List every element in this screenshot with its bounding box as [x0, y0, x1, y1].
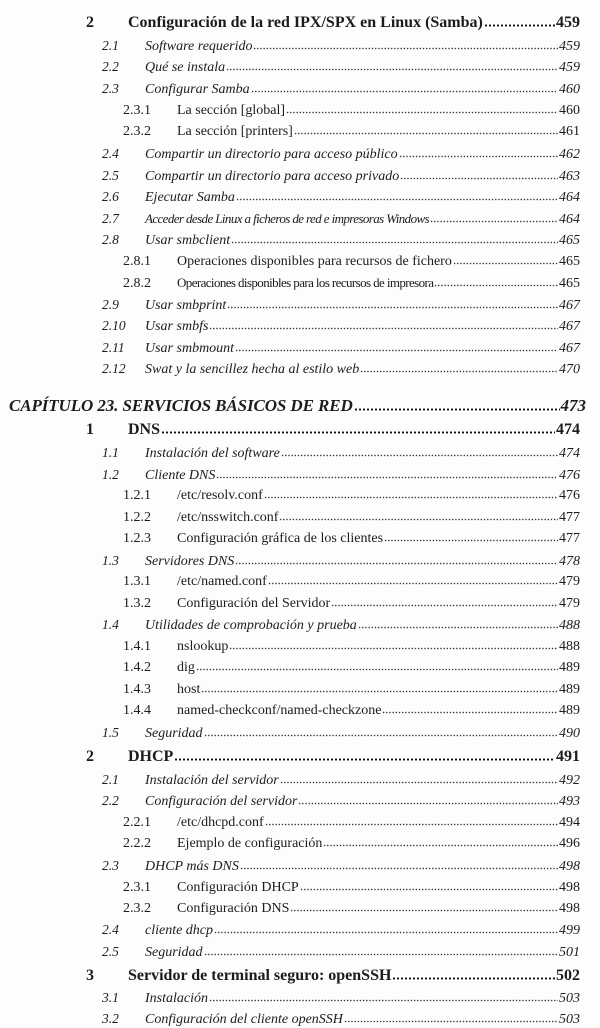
toc-entry[interactable] — [0, 748, 600, 766]
entry-number: 2.2 — [102, 59, 119, 74]
toc-entry[interactable] — [0, 467, 600, 484]
entry-number: 2.1 — [102, 38, 119, 53]
entry-number: 2.3.2 — [123, 901, 151, 916]
page-number: 490 — [559, 726, 580, 741]
dot-leader — [251, 90, 558, 93]
toc-entry[interactable] — [0, 725, 600, 742]
entry-number: 1.3 — [102, 553, 119, 568]
toc-entry[interactable] — [0, 793, 600, 810]
entry-title: /etc/nsswitch.conf — [177, 510, 279, 525]
toc-entry[interactable] — [0, 639, 600, 655]
entry-number: 2.3 — [102, 858, 119, 873]
entry-number: 2.3.1 — [123, 103, 151, 118]
toc-entry[interactable] — [0, 189, 600, 206]
entry-title: Compartir un directorio para acceso privado — [145, 169, 400, 184]
entry-number: 2.7 — [102, 211, 119, 226]
dot-leader — [399, 155, 558, 158]
entry-title: Instalación — [145, 991, 208, 1006]
entry-number: 1.4.4 — [123, 703, 151, 718]
dot-leader — [323, 844, 558, 847]
dot-leader — [298, 802, 558, 805]
entry-number: 2.4 — [102, 922, 119, 937]
dot-leader — [268, 582, 558, 585]
page-number: 459 — [556, 14, 580, 31]
dot-leader — [360, 370, 558, 373]
entry-title: dig — [177, 660, 195, 675]
dot-leader — [226, 68, 558, 71]
page-number: 462 — [559, 147, 580, 162]
entry-title: DNS — [128, 421, 161, 438]
page-number: 498 — [559, 901, 580, 916]
entry-number: 1.2.1 — [123, 488, 151, 503]
toc-entry[interactable] — [0, 596, 600, 612]
entry-number: 1.1 — [102, 445, 119, 460]
toc-entry[interactable] — [0, 318, 600, 335]
toc-entry[interactable] — [0, 488, 600, 504]
dot-leader — [236, 198, 558, 201]
dot-leader — [227, 306, 558, 309]
entry-title: Servidores DNS — [145, 554, 235, 569]
dot-leader — [280, 781, 558, 784]
page-number: 494 — [559, 815, 580, 830]
entry-title: /etc/named.conf — [177, 574, 267, 589]
page-number: 460 — [559, 82, 580, 97]
entry-number: 2.8.1 — [123, 254, 151, 269]
page-number: 464 — [559, 212, 580, 227]
page-number: 491 — [556, 748, 580, 765]
dot-leader — [290, 909, 558, 912]
page-number: 470 — [559, 362, 580, 377]
entry-title: Qué se instala — [145, 60, 226, 75]
page-number: 459 — [559, 60, 580, 75]
page-number: 501 — [559, 945, 580, 960]
entry-title: La sección [global] — [177, 103, 286, 118]
entry-title: Seguridad — [145, 726, 203, 741]
toc-entry[interactable] — [0, 168, 600, 185]
entry-number: 1.2.2 — [123, 510, 151, 525]
entry-title: DHCP — [128, 748, 174, 765]
page-number: 502 — [556, 967, 580, 984]
entry-number: 2.1 — [102, 772, 119, 787]
page-number: 465 — [559, 233, 580, 248]
page-number: 492 — [559, 773, 580, 788]
toc-entry[interactable] — [0, 772, 600, 789]
entry-title: nslookup — [177, 639, 229, 654]
toc-entry[interactable] — [0, 574, 600, 590]
entry-title: Instalación del software — [145, 446, 280, 461]
dot-leader — [344, 1020, 558, 1023]
entry-number: 2.3.1 — [123, 880, 151, 895]
toc-entry[interactable] — [0, 103, 600, 119]
entry-number: 2 — [86, 748, 94, 765]
page-number: 464 — [559, 190, 580, 205]
toc-entry[interactable] — [0, 59, 600, 76]
entry-title: Usar smbprint — [145, 298, 227, 313]
dot-leader — [358, 626, 558, 629]
toc-entry[interactable] — [0, 901, 600, 917]
entry-title: Configuración del cliente openSSH — [145, 1012, 343, 1027]
entry-title: Configuración DNS — [177, 901, 290, 916]
dot-leader — [240, 867, 558, 870]
page-number: 465 — [559, 276, 580, 291]
entry-number: 1.2 — [102, 467, 119, 482]
entry-title: Ejemplo de configuración — [177, 836, 323, 851]
entry-number: 2.5 — [102, 168, 119, 183]
entry-title: DHCP más DNS — [145, 859, 239, 874]
toc-entry[interactable] — [0, 944, 600, 961]
page-number: 488 — [559, 639, 580, 654]
entry-number: 1.5 — [102, 725, 119, 740]
chapter-heading[interactable] — [0, 396, 600, 416]
toc-entry[interactable] — [0, 361, 600, 378]
dot-leader — [204, 953, 558, 956]
entry-number: 1.2.3 — [123, 531, 151, 546]
page-number: 496 — [559, 836, 580, 851]
entry-number: 2.3 — [102, 81, 119, 96]
toc-entry[interactable] — [0, 682, 600, 698]
toc-entry[interactable] — [0, 880, 600, 896]
page-number: 476 — [559, 468, 580, 483]
entry-title: Configuración de la red IPX/SPX en Linux (Samba) — [128, 14, 483, 31]
entry-number: 1 — [86, 421, 94, 438]
entry-title: Configuración del Servidor — [177, 596, 331, 611]
dot-leader — [430, 220, 558, 223]
entry-title: Configuración gráfica de los clientes — [177, 531, 384, 546]
entry-title: Ejecutar Samba — [145, 190, 235, 205]
page-number: 488 — [559, 618, 580, 633]
page-number: 459 — [559, 39, 580, 54]
toc-entry[interactable] — [0, 531, 600, 547]
entry-number: 1.4.3 — [123, 682, 151, 697]
toc-entry[interactable] — [0, 990, 600, 1007]
dot-leader — [382, 711, 558, 714]
dot-leader — [453, 262, 558, 265]
entry-title: Acceder desde Linux a ficheros de red e impresoras Windows — [145, 211, 430, 226]
entry-number: 2.3.2 — [123, 124, 151, 139]
toc-entry[interactable] — [0, 275, 600, 292]
entry-title: Configuración del servidor — [145, 794, 298, 809]
toc-entry[interactable] — [0, 617, 600, 634]
entry-number: 2.4 — [102, 146, 119, 161]
page-number: 474 — [556, 421, 580, 438]
toc-entry[interactable] — [0, 81, 600, 98]
toc-entry[interactable] — [0, 858, 600, 875]
dot-leader — [196, 668, 558, 671]
dot-leader — [354, 408, 560, 411]
dot-leader — [231, 241, 558, 244]
entry-title: Operaciones disponibles para recursos de fichero — [177, 254, 452, 269]
toc-entry[interactable] — [0, 254, 600, 270]
entry-number: 3.1 — [102, 990, 119, 1005]
dot-leader — [174, 758, 555, 761]
entry-number: 2.9 — [102, 297, 119, 312]
dot-leader — [281, 454, 558, 457]
dot-leader — [201, 690, 558, 693]
page-number: 489 — [559, 682, 580, 697]
entry-title: Instalación del servidor — [145, 773, 279, 788]
toc-entry[interactable] — [0, 967, 600, 985]
page-number: 467 — [559, 319, 580, 334]
dot-leader — [331, 604, 558, 607]
dot-leader — [235, 562, 558, 565]
toc-entry[interactable] — [0, 211, 600, 228]
entry-title: Usar smbfs — [145, 319, 209, 334]
entry-number: 2.2 — [102, 793, 119, 808]
dot-leader — [384, 539, 558, 542]
entry-title: La sección [printers] — [177, 124, 293, 139]
dot-leader — [484, 24, 555, 27]
dot-leader — [229, 647, 558, 650]
entry-title: Utilidades de comprobación y prueba — [145, 618, 357, 633]
dot-leader — [209, 999, 558, 1002]
entry-title: host — [177, 682, 201, 697]
toc-entry[interactable] — [0, 445, 600, 462]
page-number: 465 — [559, 254, 580, 269]
page-number: 489 — [559, 660, 580, 675]
dot-leader — [265, 823, 558, 826]
entry-number: 2.10 — [102, 318, 126, 333]
entry-title: Servidor de terminal seguro: openSSH — [128, 967, 392, 984]
page-number: 463 — [559, 169, 580, 184]
page-number: 467 — [559, 298, 580, 313]
entry-number: 2.12 — [102, 361, 126, 376]
dot-leader — [209, 327, 558, 330]
entry-number: 2.6 — [102, 189, 119, 204]
page-number: 479 — [559, 596, 580, 611]
entry-number: 1.4.1 — [123, 639, 151, 654]
toc-entry[interactable] — [0, 660, 600, 676]
page-number: 477 — [559, 510, 580, 525]
entry-number: 3 — [86, 967, 94, 984]
toc-entry[interactable] — [0, 836, 600, 852]
toc-entry[interactable] — [0, 124, 600, 140]
entry-title: /etc/dhcpd.conf — [177, 815, 264, 830]
entry-number: 1.4 — [102, 617, 119, 632]
dot-leader — [204, 734, 558, 737]
toc-entry[interactable] — [0, 297, 600, 314]
toc-entry[interactable] — [0, 703, 600, 719]
page-number: 479 — [559, 574, 580, 589]
dot-leader — [300, 888, 558, 891]
dot-leader — [161, 431, 555, 434]
toc-entry[interactable] — [0, 922, 600, 939]
page-number: 489 — [559, 703, 580, 718]
entry-title: Usar smbclient — [145, 233, 231, 248]
entry-number: 2.11 — [102, 340, 125, 355]
entry-number: 2 — [86, 14, 94, 31]
page-number: 461 — [559, 124, 580, 139]
dot-leader — [279, 518, 558, 521]
dot-leader — [392, 977, 555, 980]
page-number: 474 — [559, 446, 580, 461]
page-number: 476 — [559, 488, 580, 503]
entry-number: 2.8 — [102, 232, 119, 247]
entry-number: 1.3.2 — [123, 596, 151, 611]
page-number: 467 — [559, 341, 580, 356]
page-number: 498 — [559, 880, 580, 895]
toc-entry[interactable] — [0, 340, 600, 357]
entry-title: Cliente DNS — [145, 468, 216, 483]
entry-title: Compartir un directorio para acceso público — [145, 147, 398, 162]
entry-title: Configurar Samba — [145, 82, 250, 97]
dot-leader — [235, 349, 558, 352]
page-number: 460 — [559, 103, 580, 118]
entry-title: Swat y la sencillez hecha al estilo web — [145, 362, 360, 377]
entry-number: 1.4.2 — [123, 660, 151, 675]
dot-leader — [216, 476, 558, 479]
entry-number: 2.8.2 — [123, 276, 151, 291]
toc-entry[interactable] — [0, 232, 600, 249]
entry-title: Configuración DHCP — [177, 880, 299, 895]
page-number: 493 — [559, 794, 580, 809]
page-number: 498 — [559, 859, 580, 874]
toc-entry[interactable] — [0, 510, 600, 526]
dot-leader — [264, 496, 558, 499]
entry-title: named-checkconf/named-checkzone — [177, 703, 382, 718]
toc-entry[interactable] — [0, 815, 600, 831]
dot-leader — [294, 132, 558, 135]
dot-leader — [253, 47, 558, 50]
toc-entry[interactable] — [0, 421, 600, 439]
entry-number: 2.2.2 — [123, 836, 151, 851]
toc-entry[interactable] — [0, 1011, 600, 1028]
page-number: 477 — [559, 531, 580, 546]
entry-title: /etc/resolv.conf — [177, 488, 263, 503]
entry-title: Software requerido — [145, 39, 253, 54]
toc-entry[interactable] — [0, 553, 600, 570]
entry-title: Usar smbmount — [145, 341, 235, 356]
dot-leader — [286, 111, 558, 114]
page-number: 473 — [560, 396, 586, 415]
entry-title: Operaciones disponibles para los recursos de impresora — [177, 275, 434, 290]
entry-title: cliente dhcp — [145, 923, 214, 938]
entry-number: 3.2 — [102, 1011, 119, 1026]
dot-leader — [400, 177, 558, 180]
toc-entry[interactable] — [0, 146, 600, 163]
page-number: 478 — [559, 554, 580, 569]
toc-entry[interactable] — [0, 38, 600, 55]
page-number: 499 — [559, 923, 580, 938]
entry-number: 2.2.1 — [123, 815, 151, 830]
entry-number: 2.5 — [102, 944, 119, 959]
entry-title: CAPÍTULO 23. SERVICIOS BÁSICOS DE RED — [9, 396, 353, 415]
page-number: 503 — [559, 1012, 580, 1027]
page-number: 503 — [559, 991, 580, 1006]
toc-entry[interactable] — [0, 14, 600, 32]
dot-leader — [434, 284, 558, 287]
entry-title: Seguridad — [145, 945, 203, 960]
entry-number: 1.3.1 — [123, 574, 151, 589]
dot-leader — [214, 931, 558, 934]
